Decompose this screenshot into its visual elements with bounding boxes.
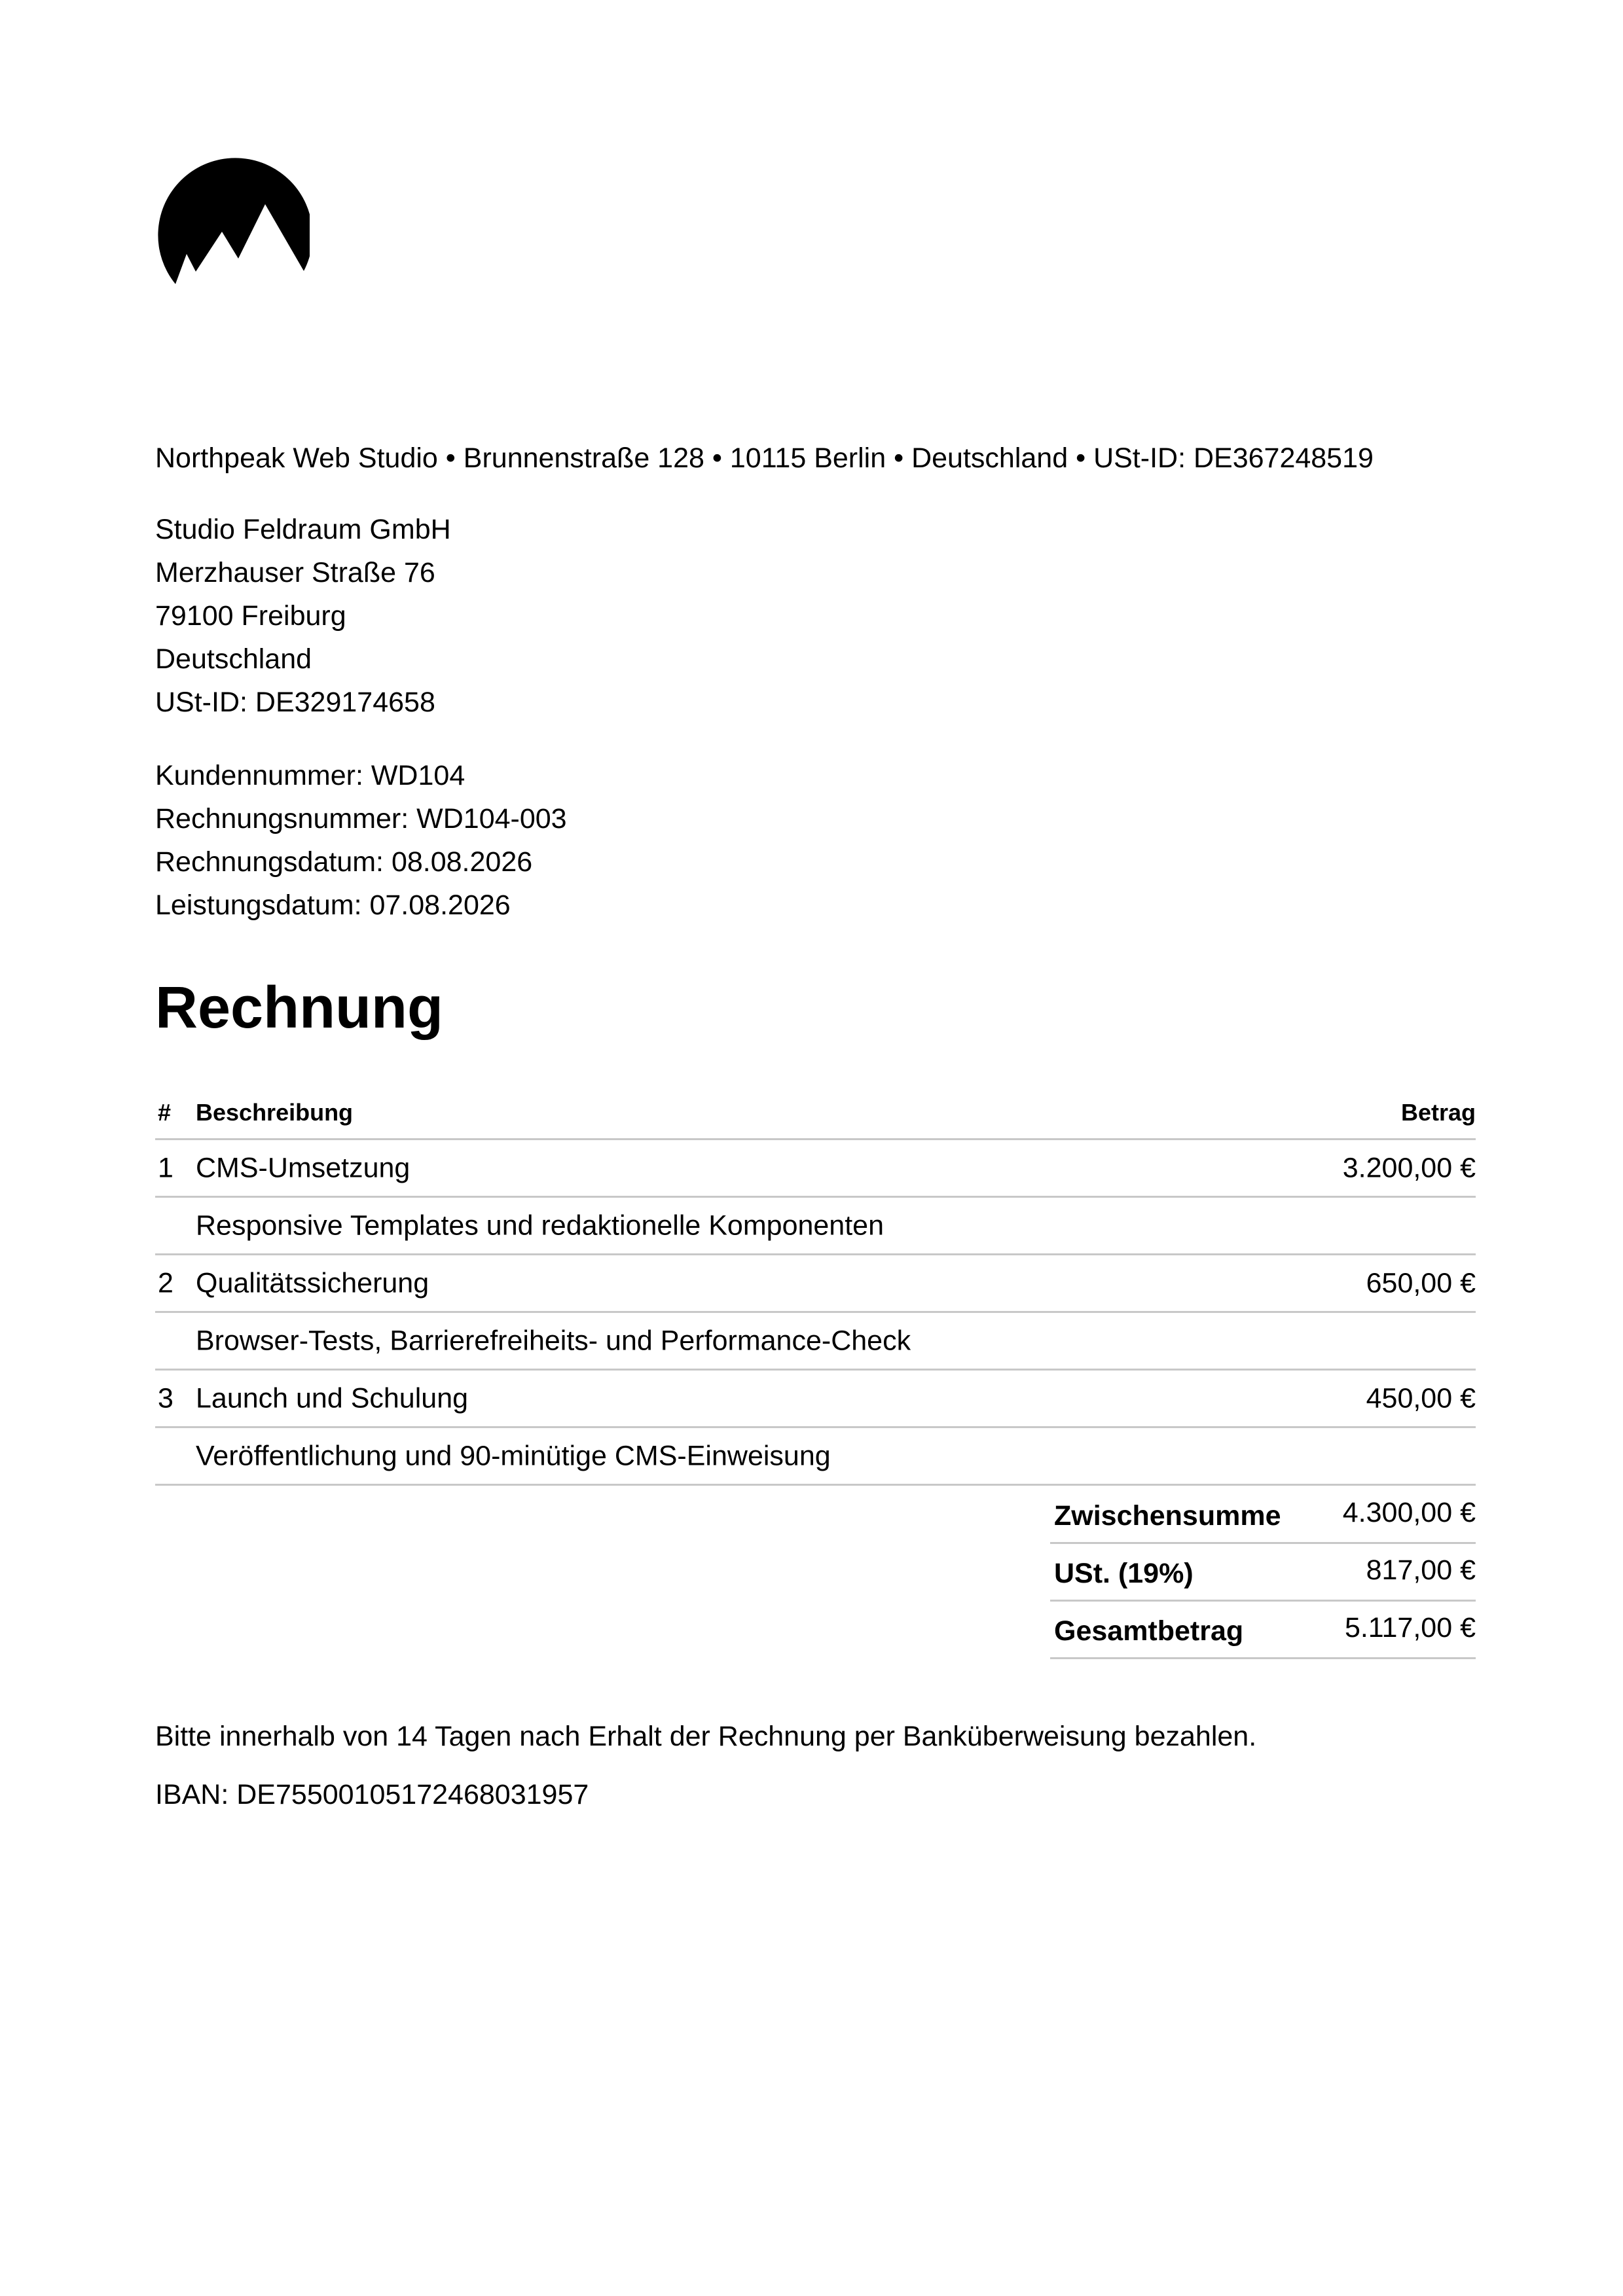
item-title: CMS-Umsetzung [196,1152,410,1183]
invoice-page [155,0,1476,2296]
header-amount: Betrag [1400,1098,1476,1126]
item-title: Qualitätssicherung [196,1267,429,1299]
subtotal-label: Zwischensumme [1054,1499,1281,1532]
item-amount: 450,00 € [1366,1382,1476,1414]
customer-number: Kundennummer: WD104 [155,760,465,791]
table-row [155,1140,1476,1198]
subtotal-row [1050,1486,1476,1544]
tax-value: 817,00 € [1366,1554,1476,1586]
header-num: # [158,1098,172,1126]
total-value: 5.117,00 € [1344,1611,1476,1643]
table-header-row [155,1086,1476,1140]
item-detail: Veröffentlichung und 90-minütige CMS-Einweisung [196,1440,831,1471]
totals-block [1050,1486,1476,1659]
iban: IBAN: DE75500105172468031957 [155,1779,589,1810]
recipient-city: 79100 Freiburg [155,600,346,632]
table-row-detail [155,1428,1476,1486]
item-amount: 3.200,00 € [1342,1152,1476,1183]
item-title: Launch und Schulung [196,1382,469,1414]
table-row [155,1255,1476,1313]
recipient-street: Merzhauser Straße 76 [155,557,435,588]
item-num: 2 [158,1267,173,1299]
item-num: 1 [158,1152,173,1183]
mountain-circle-logo-icon [155,154,310,285]
item-num: 3 [158,1382,173,1414]
table-row [155,1371,1476,1428]
service-date: Leistungsdatum: 07.08.2026 [155,889,511,921]
recipient-vat-id: USt-ID: DE329174658 [155,687,435,718]
payment-note: Bitte innerhalb von 14 Tagen nach Erhalt der Rechnung per Banküberweisung bezahlen. [155,1721,1257,1752]
recipient-country: Deutschland [155,643,312,675]
header-description: Beschreibung [196,1098,354,1126]
table-row-detail [155,1313,1476,1371]
table-row-detail [155,1198,1476,1255]
tax-label: USt. (19%) [1054,1557,1194,1589]
line-items-table [155,1086,1476,1486]
total-label: Gesamtbetrag [1054,1615,1244,1647]
total-row [1050,1602,1476,1659]
sender-address-line: Northpeak Web Studio • Brunnenstraße 128 • 10115 Berlin • Deutschland • USt-ID: DE367248519 [155,442,1374,474]
item-amount: 650,00 € [1366,1267,1476,1299]
invoice-date: Rechnungsdatum: 08.08.2026 [155,846,533,878]
item-detail: Responsive Templates und redaktionelle Komponenten [196,1210,884,1241]
invoice-number: Rechnungsnummer: WD104-003 [155,803,567,834]
item-detail: Browser-Tests, Barrierefreiheits- und Performance-Check [196,1325,911,1356]
invoice-meta [155,754,567,927]
recipient-company: Studio Feldraum GmbH [155,514,451,545]
recipient-address [155,508,451,724]
tax-row [1050,1544,1476,1602]
subtotal-value: 4.300,00 € [1342,1496,1476,1528]
page-title: Rechnung [155,975,443,1041]
